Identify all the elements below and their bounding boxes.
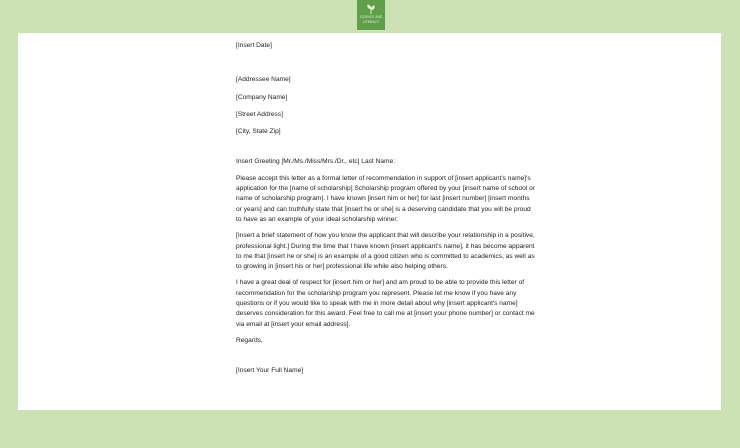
letter-body: [236, 41, 556, 377]
street-address: [Street Address]: [236, 110, 283, 118]
letter-greeting: Insert Greeting [Mr./Ms./Miss/Mrs./Dr., etc] Last Name:: [236, 158, 396, 166]
letter-date: [Insert Date]: [236, 42, 272, 49]
letter-document: [18, 33, 721, 410]
logo-text-line2: LITERACY: [362, 19, 380, 24]
letter-paragraph-1: Please accept this letter as a formal letter of recommendation in support of [insert applicant's name]'s application for the [name of scholarship] Scholarship program offered by your [insert name of school or name of scholarship program]. I have known [insert him or her] for last [insert number] [insert months or years] and can truthfully state that [insert he or she] is a deserving candidate that you will be proud to have as an example of your ideal scholarship winner.: [236, 174, 535, 223]
logo-text-line1: SCIENCE AND: [359, 15, 383, 19]
letter-closing: Regards,: [236, 336, 263, 344]
letter-paragraph-3: I have a great deal of respect for [insert him or her] and am proud to be able to provide this letter of recommendation for the scholarship program you represent. Please let me know if you have any questions or if you would like to speak with me in more detail about why [insert applicant's name] deserves consideration for this award. Feel free to call me at [insert your phone number] or contact me via email at [insert your email address].: [236, 279, 535, 328]
city-state-zip: [City, State Zip]: [236, 128, 281, 136]
addressee-name: [Addressee Name]: [236, 76, 291, 84]
brand-logo: [357, 0, 385, 30]
letter-signature: [Insert Your Full Name]: [236, 367, 304, 375]
company-name: [Company Name]: [236, 93, 288, 101]
letter-paragraph-2: [Insert a brief statement of how you know the applicant that will describe your relationship in a positive, professional light.] During the time that I have known [insert applicant's name], it has become apparent to me that [insert he or she] is an example of a good citizen who is committed to academics, as well as to growing in [insert his or her] professional life while also helping others.: [236, 232, 535, 271]
leaf-icon: [365, 3, 377, 15]
